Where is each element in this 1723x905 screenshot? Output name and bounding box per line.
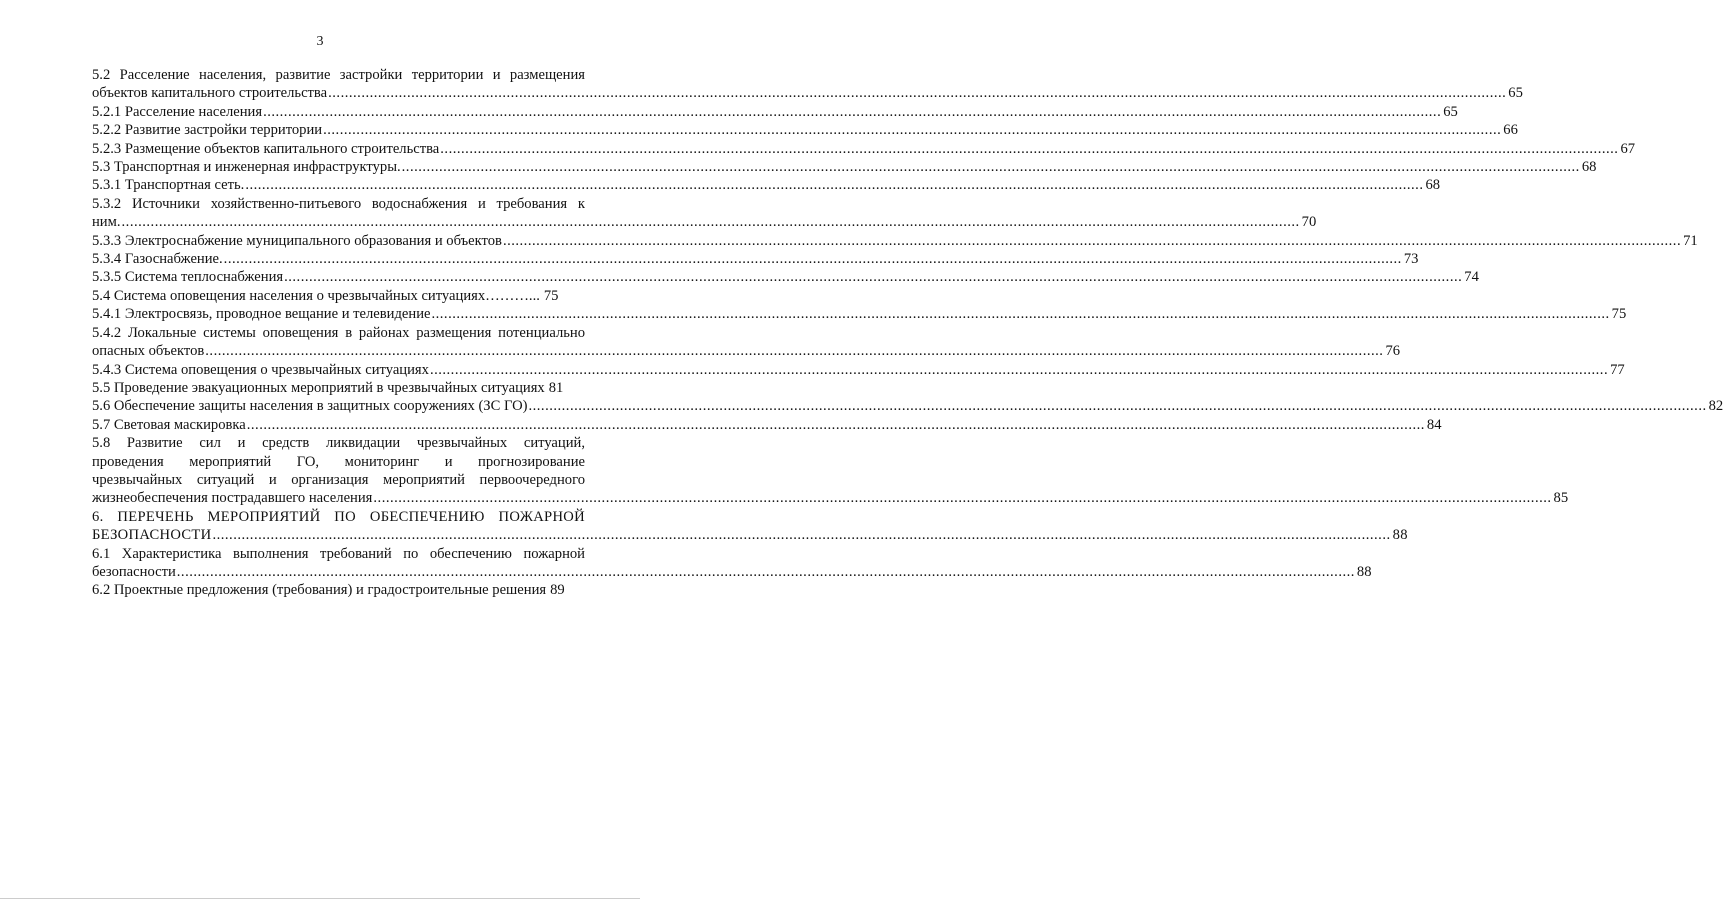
toc-leader-dots	[122, 213, 1300, 231]
toc-leader-dots	[373, 489, 1551, 507]
toc-page-number: 75	[543, 287, 559, 304]
toc-entry	[92, 250, 1419, 268]
toc-entry	[92, 324, 1401, 361]
toc-leader-dots	[503, 232, 1681, 250]
toc-entry-text: 5.4 Система оповещения населения о чрезвычайных ситуациях………...	[92, 287, 540, 304]
toc-leader-dots	[431, 305, 1609, 323]
toc-entry-text: 5.7 Световая маскировка	[92, 416, 246, 433]
toc-entry-text: 5.4.1 Электросвязь, проводное вещание и телевидение	[92, 306, 431, 323]
toc-page-number: 77	[1610, 361, 1625, 378]
toc-entry-text: проведения мероприятий ГО, мониторинг и прогнозирование	[92, 453, 585, 470]
toc-entry-text: 5.3.1 Транспортная сеть.	[92, 177, 245, 194]
toc-leader-dots	[263, 103, 1441, 121]
toc-entry	[92, 397, 1723, 415]
toc-page-number: 88	[1392, 527, 1408, 544]
toc-entry-text: 5.2.3 Размещение объектов капитального строительства	[92, 140, 440, 157]
toc-entry-text: 5.4.2 Локальные системы оповещения в районах размещения потенциально	[92, 324, 585, 341]
toc-page-number: 76	[1385, 343, 1401, 360]
toc-leader-dots	[440, 140, 1618, 158]
toc-entry	[92, 176, 1441, 194]
toc-page-number: 68	[1581, 159, 1597, 176]
toc-leader-dots	[247, 416, 1425, 434]
toc-page-number: 88	[1356, 563, 1372, 580]
toc-entry	[92, 434, 1569, 508]
toc-leader-dots	[224, 250, 1402, 268]
toc-entry	[92, 140, 1636, 158]
toc-page-number: 71	[1683, 232, 1698, 249]
toc-entry-text: 5.2 Расселение населения, развитие застройки территории и размещения	[92, 67, 585, 83]
toc-entry-text: объектов капитального строительства	[92, 85, 328, 102]
toc-leader-dots	[245, 176, 1423, 194]
toc-entry	[92, 121, 1518, 139]
toc-entry	[92, 508, 1408, 545]
toc-entry-text: 5.3.5 Система теплоснабжения	[92, 269, 284, 286]
toc-entry	[92, 305, 1627, 323]
toc-leader-dots	[528, 397, 1706, 415]
toc-leader-dots	[212, 526, 1390, 544]
toc-leader-dots	[177, 563, 1355, 581]
toc-entry	[92, 361, 1625, 379]
toc-entry-text: чрезвычайных ситуаций и организация мероприятий первоочередного	[92, 471, 585, 488]
toc-entry-text: 6.1 Характеристика выполнения требований по обеспечению пожарной	[92, 545, 585, 562]
toc-page-number: 82	[1708, 398, 1723, 415]
toc-entry-text: 5.6 Обеспечение защиты населения в защитных сооружениях (ЗС ГО)	[92, 398, 528, 415]
toc-page-number: 65	[1443, 103, 1458, 120]
table-of-contents	[92, 66, 1723, 600]
toc-page-number: 70	[1301, 214, 1317, 231]
toc-entry-text: БЕЗОПАСНОСТИ	[92, 527, 212, 544]
toc-entry-text: 5.3.3 Электроснабжение муниципального образования и объектов	[92, 232, 502, 249]
toc-page-number: 67	[1620, 140, 1636, 157]
toc-entry-text: 5.4.3 Система оповещения о чрезвычайных ситуациях	[92, 361, 429, 378]
toc-page-number: 75	[1611, 306, 1627, 323]
toc-entry-text: 5.5 Проведение эвакуационных мероприятий в чрезвычайных ситуациях	[92, 379, 545, 396]
toc-entry-text: жизнеобеспечения пострадавшего населения	[92, 490, 373, 507]
toc-page-number: 65	[1508, 85, 1523, 102]
toc-entry-text: 5.3 Транспортная и инженерная инфраструктуры.	[92, 159, 401, 176]
toc-page-number: 84	[1426, 416, 1442, 433]
toc-leader-dots	[430, 361, 1608, 379]
toc-page-number: 68	[1425, 177, 1441, 194]
toc-entry-text: 6. ПЕРЕЧЕНЬ МЕРОПРИЯТИЙ ПО ОБЕСПЕЧЕНИЮ ПОЖАРНОЙ	[92, 508, 585, 525]
toc-leader-dots	[284, 268, 1462, 286]
toc-page-number: 74	[1464, 269, 1479, 286]
toc-page-number: 89	[550, 582, 565, 599]
toc-entry-text: 5.2.1 Расселение населения	[92, 103, 263, 120]
toc-entry	[92, 287, 585, 305]
toc-leader-dots	[328, 84, 1506, 102]
toc-entry	[92, 379, 585, 397]
page-number: 3	[316, 34, 324, 49]
toc-entry	[92, 232, 1698, 250]
toc-entry-text: 5.3.2 Источники хозяйственно-питьевого водоснабжения и требования к	[92, 195, 585, 212]
toc-entry-text: 6.2 Проектные предложения (требования) и градостроительные решения	[92, 582, 547, 599]
toc-entry-text: 5.2.2 Развитие застройки территории	[92, 122, 323, 139]
toc-entry	[92, 545, 1372, 582]
toc-entry-text: 5.8 Развитие сил и средств ликвидации чрезвычайных ситуаций,	[92, 435, 585, 452]
toc-entry	[92, 195, 1317, 232]
toc-entry	[92, 416, 1442, 434]
toc-leader-dots	[323, 121, 1501, 139]
scan-edge-line	[0, 898, 640, 899]
toc-entry-text: 5.3.4 Газоснабжение.	[92, 251, 223, 268]
toc-entry	[92, 268, 1479, 286]
toc-page-number: 81	[548, 379, 564, 396]
toc-page-number: 73	[1403, 251, 1419, 268]
toc-leader-dots	[402, 158, 1580, 176]
toc-entry	[92, 103, 1458, 121]
toc-entry-text: ним.	[92, 214, 121, 231]
toc-entry	[92, 158, 1597, 176]
toc-page-number: 66	[1503, 122, 1518, 139]
toc-entry	[92, 581, 585, 599]
toc-leader-dots	[205, 342, 1383, 360]
toc-page-number: 85	[1553, 490, 1569, 507]
toc-entry	[92, 66, 1523, 103]
toc-entry-text: безопасности	[92, 563, 176, 580]
toc-entry-text: опасных объектов	[92, 343, 205, 360]
